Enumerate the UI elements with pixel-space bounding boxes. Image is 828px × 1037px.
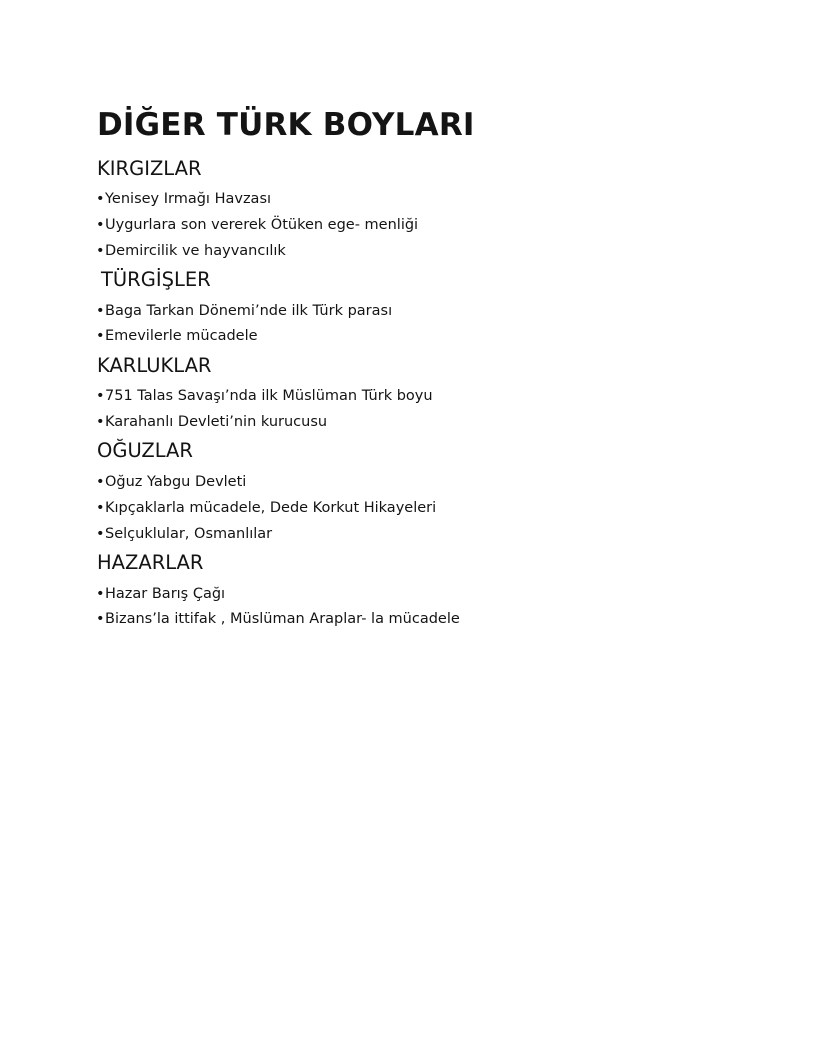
section-heading-oguzlar: OĞUZLAR: [97, 439, 193, 462]
section-heading-hazarlar: HAZARLAR: [97, 551, 204, 574]
bullet: •: [96, 328, 105, 344]
list-item-text: Oğuz Yabgu Devleti: [105, 474, 247, 490]
section-heading-turgisler: TÜRGİŞLER: [101, 268, 211, 291]
list-item-text: Kıpçaklarla mücadele, Dede Korkut Hikayeleri: [105, 500, 437, 516]
list-item: [96, 498, 436, 518]
list-item: [96, 524, 272, 544]
list-item-text: Yenisey Irmağı Havzası: [105, 191, 272, 207]
list-item: [96, 386, 433, 406]
list-item-text: Demircilik ve hayvancılık: [105, 243, 286, 259]
list-item: [96, 584, 225, 604]
bullet: •: [96, 191, 105, 207]
list-item-text: Uygurlara son vererek Ötüken ege- menliği: [105, 217, 419, 233]
list-item-text: Baga Tarkan Dönemi’nde ilk Türk parası: [105, 303, 393, 319]
bullet: •: [96, 303, 105, 319]
bullet: •: [96, 500, 105, 516]
bullet: •: [96, 217, 105, 233]
list-item-text: Karahanlı Devleti’nin kurucusu: [105, 414, 328, 430]
list-item: [96, 301, 392, 321]
section-heading-karluklar: KARLUKLAR: [97, 354, 212, 377]
section-heading-kirgizlar: KIRGIZLAR: [97, 157, 202, 180]
list-item-text: Emevilerle mücadele: [105, 328, 258, 344]
bullet: •: [96, 526, 105, 542]
page-title: DİĞER TÜRK BOYLARI: [97, 107, 475, 143]
list-item: [96, 189, 271, 209]
list-item-text: 751 Talas Savaşı’nda ilk Müslüman Türk boyu: [105, 388, 433, 404]
list-item: [96, 326, 258, 346]
bullet: •: [96, 414, 105, 430]
bullet: •: [96, 388, 105, 404]
list-item-text: Hazar Barış Çağı: [105, 586, 226, 602]
bullet: •: [96, 243, 105, 259]
list-item-text: Selçuklular, Osmanlılar: [105, 526, 273, 542]
list-item: [96, 472, 246, 492]
list-item: [96, 215, 418, 235]
bullet: •: [96, 474, 105, 490]
list-item: [96, 412, 327, 432]
bullet: •: [96, 586, 105, 602]
bullet: •: [96, 611, 105, 627]
list-item: [96, 241, 286, 261]
list-item: [96, 609, 460, 629]
list-item-text: Bizans’la ittifak , Müslüman Araplar- la mücadele: [105, 611, 460, 627]
